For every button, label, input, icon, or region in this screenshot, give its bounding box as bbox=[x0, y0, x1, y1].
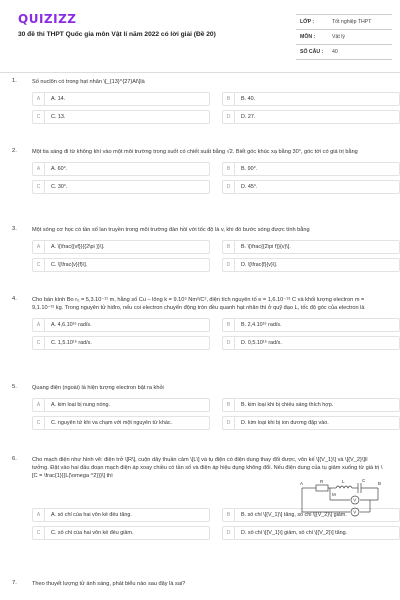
answer-option-d[interactable] bbox=[222, 336, 400, 350]
answer-options bbox=[32, 92, 386, 124]
option-text: C. số chỉ của hai vôn kế đều giảm. bbox=[51, 530, 134, 536]
question-5 bbox=[0, 384, 400, 430]
option-letter: B bbox=[223, 163, 235, 175]
question-7 bbox=[0, 580, 400, 588]
answer-option-c[interactable] bbox=[32, 416, 210, 430]
option-text: D. kim loại khi bị ion dương đập vào. bbox=[241, 420, 329, 426]
question-text: Theo thuyết lượng tử ánh sáng, phát biểu nào sau đây là sai? bbox=[32, 581, 186, 587]
info-value: 40 bbox=[332, 49, 338, 55]
option-text: A. 4,6.10¹⁶ rad/s. bbox=[51, 322, 92, 328]
info-row-subject bbox=[296, 30, 392, 45]
question-number: 6. bbox=[12, 456, 17, 462]
option-letter: D bbox=[223, 527, 235, 539]
option-text: D. \[\frac{f}{v}\]. bbox=[241, 262, 278, 268]
answer-option-c[interactable] bbox=[32, 526, 210, 540]
question-number: 5. bbox=[12, 384, 17, 390]
option-text: B. 2,4.10¹⁶ rad/s. bbox=[241, 322, 282, 328]
option-text: A. \[\frac{{vf}}{{2\pi }}\]. bbox=[51, 244, 105, 250]
answer-option-b[interactable] bbox=[222, 92, 400, 106]
answer-options bbox=[32, 162, 386, 194]
info-key: SỐ CÂU : bbox=[300, 49, 324, 55]
question-text: Một sóng cơ học có tần số lan truyền trong môi trường đàn hồi với tốc độ là v, khi đó bước sóng được tính bằng bbox=[32, 227, 310, 233]
option-letter: B bbox=[223, 93, 235, 105]
answer-option-c[interactable] bbox=[32, 180, 210, 194]
question-1 bbox=[0, 78, 400, 124]
question-text: Cho mạch điện như hình vẽ: điện trở \[R\], cuộn dây thuần cảm \[L\] và tụ điện có điện dung thay đổi được, vôn kế \[{V_1}\] và \[{V_2}\]lí tưởng. Đặt vào hai đầu đoạn mạch điện áp xoay chiều có tần số và điện áp hiệu dụng không đổi. Nếu điện dung của tụ giảm xuống từ giá trị \[C = \frac{1}{{L{\omega ^2}}}\] thì bbox=[32, 457, 383, 479]
option-text: B. \[\frac{{2\pi f}}{v}\]. bbox=[241, 244, 291, 250]
worksheet-header bbox=[0, 0, 400, 74]
answer-options bbox=[32, 318, 386, 350]
answer-option-a[interactable] bbox=[32, 398, 210, 412]
question-text: Số nuclôn có trong hạt nhân \[_{13}^{27}Al\]là bbox=[32, 79, 145, 85]
option-letter: C bbox=[33, 337, 45, 349]
option-text: D. 0,5.10¹⁶ rad/s. bbox=[241, 340, 282, 346]
option-letter: D bbox=[223, 417, 235, 429]
option-letter: C bbox=[33, 259, 45, 271]
info-row-count bbox=[296, 45, 392, 60]
option-letter: A bbox=[33, 241, 45, 253]
option-text: C. 30°. bbox=[51, 184, 68, 190]
option-text: D. số chỉ \[{V_1}\] giảm, số chỉ \[{V_2}\] tăng. bbox=[241, 530, 348, 536]
answer-option-d[interactable] bbox=[222, 416, 400, 430]
question-2 bbox=[0, 148, 400, 194]
answer-option-a[interactable] bbox=[32, 240, 210, 254]
info-key: MÔN : bbox=[300, 34, 316, 40]
header-divider bbox=[0, 72, 400, 73]
option-letter: D bbox=[223, 181, 235, 193]
option-text: A. kim loại bị nung nóng. bbox=[51, 402, 111, 408]
circuit-label-a: A bbox=[300, 481, 304, 486]
option-letter: D bbox=[223, 337, 235, 349]
option-letter: A bbox=[33, 163, 45, 175]
question-number: 2. bbox=[12, 148, 17, 154]
question-4 bbox=[0, 296, 400, 350]
option-letter: D bbox=[223, 259, 235, 271]
circuit-label-m: M bbox=[332, 492, 336, 497]
answer-option-d[interactable] bbox=[222, 258, 400, 272]
option-text: C. nguyên tử khi va chạm với một nguyên tử khác. bbox=[51, 420, 173, 426]
option-text: C. 13. bbox=[51, 114, 66, 120]
option-letter: C bbox=[33, 527, 45, 539]
option-letter: D bbox=[223, 111, 235, 123]
answer-option-b[interactable] bbox=[222, 318, 400, 332]
option-letter: B bbox=[223, 241, 235, 253]
option-letter: B bbox=[223, 319, 235, 331]
info-box bbox=[296, 14, 392, 60]
option-letter: C bbox=[33, 181, 45, 193]
question-number: 1. bbox=[12, 78, 17, 84]
circuit-diagram bbox=[300, 474, 382, 518]
info-value: Tốt nghiệp THPT bbox=[332, 19, 372, 25]
option-text: D. 45°. bbox=[241, 184, 258, 190]
question-6 bbox=[0, 456, 400, 540]
answer-option-d[interactable] bbox=[222, 180, 400, 194]
answer-option-d[interactable] bbox=[222, 110, 400, 124]
answer-option-a[interactable] bbox=[32, 508, 210, 522]
option-text: A. số chỉ của hai vôn kế đều tăng. bbox=[51, 512, 132, 518]
quizizz-logo: QUIZIZZ bbox=[18, 12, 77, 26]
option-letter: C bbox=[33, 111, 45, 123]
option-letter: A bbox=[33, 399, 45, 411]
option-letter: B bbox=[223, 399, 235, 411]
answer-options bbox=[32, 398, 386, 430]
answer-option-a[interactable] bbox=[32, 318, 210, 332]
answer-options bbox=[32, 240, 386, 272]
answer-option-c[interactable] bbox=[32, 110, 210, 124]
question-text: Một tia sáng đi từ không khí vào một môi trường trong suốt có chiết suất bằng √2. Biết góc khúc xạ bằng 30°, góc tới có giá trị bằng bbox=[32, 149, 358, 155]
circuit-label-b: B bbox=[378, 481, 382, 486]
answer-option-b[interactable] bbox=[222, 162, 400, 176]
answer-option-c[interactable] bbox=[32, 258, 210, 272]
option-text: B. 90°. bbox=[241, 166, 258, 172]
circuit-label-r: R bbox=[320, 479, 324, 484]
info-value: Vật lý bbox=[332, 34, 345, 40]
option-text: A. 14. bbox=[51, 96, 66, 102]
voltmeter-v2-label: V bbox=[353, 509, 357, 515]
option-letter: B bbox=[223, 509, 235, 521]
info-key: LỚP : bbox=[300, 19, 315, 25]
option-text: B. 40. bbox=[241, 96, 256, 102]
worksheet-title: 30 đề thi THPT Quốc gia môn Vật lí năm 2022 có lời giải (Đề 20) bbox=[18, 31, 216, 38]
answer-option-d[interactable] bbox=[222, 526, 400, 540]
question-number: 3. bbox=[12, 226, 17, 232]
option-letter: A bbox=[33, 93, 45, 105]
question-3 bbox=[0, 226, 400, 272]
answer-option-c[interactable] bbox=[32, 336, 210, 350]
option-letter: C bbox=[33, 417, 45, 429]
option-text: B. số chỉ \[{V_1}\] tăng, số chỉ \[{V_2}\] giảm. bbox=[241, 512, 347, 518]
info-row-class bbox=[296, 15, 392, 30]
option-text: B. kim loại khi bị chiếu sáng thích hợp. bbox=[241, 402, 334, 408]
question-number: 7. bbox=[12, 580, 17, 586]
question-number: 4. bbox=[12, 296, 17, 302]
question-text: Quang điện (ngoài) là hiện tượng electron bật ra khỏi bbox=[32, 385, 164, 391]
voltmeter-v1-label: V bbox=[353, 497, 357, 503]
answer-option-b[interactable] bbox=[222, 240, 400, 254]
question-text: Cho bán kính Bo r₀ = 5,3.10⁻¹¹ m, hằng số Cu – lông k = 9.10⁹ Nm²/C², điện tích nguyên tố e = 1,6.10⁻¹⁹ C và khối lượng electron m = 9,1.10⁻³¹ kg. Trong nguyên tử hiđro, nếu coi electron chuyển động tròn đều quanh hạt nhân thì ở quỹ đạo L, tốc độ góc của electron là bbox=[32, 297, 365, 311]
option-letter: A bbox=[33, 509, 45, 521]
answer-option-b[interactable] bbox=[222, 398, 400, 412]
circuit-label-l: L bbox=[342, 479, 345, 484]
option-text: C. 1,5.10¹⁶ rad/s. bbox=[51, 340, 92, 346]
answer-option-a[interactable] bbox=[32, 162, 210, 176]
option-letter: A bbox=[33, 319, 45, 331]
circuit-label-c: C bbox=[362, 478, 366, 483]
answer-option-a[interactable] bbox=[32, 92, 210, 106]
option-text: A. 60°. bbox=[51, 166, 68, 172]
option-text: D. 27. bbox=[241, 114, 256, 120]
option-text: C. \[\frac{v}{f}\]. bbox=[51, 262, 88, 268]
